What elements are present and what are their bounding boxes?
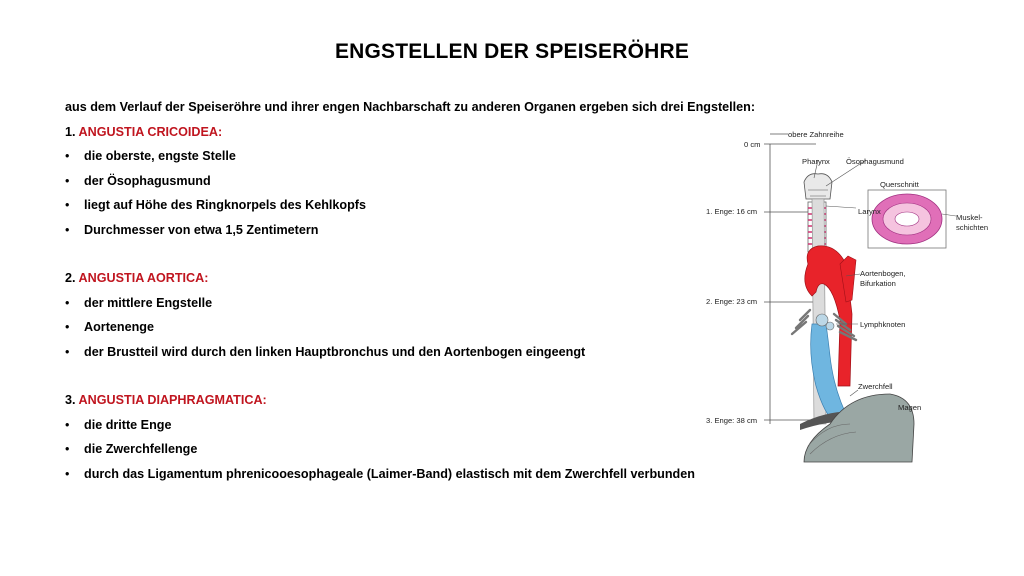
section-1-number: 1. bbox=[65, 124, 79, 139]
label-aortenbogen-2: Bifurkation bbox=[860, 279, 896, 288]
section-2-bullet: • Aortenenge bbox=[65, 318, 705, 343]
label-obere-zahnreihe: obere Zahnreihe bbox=[788, 130, 844, 139]
section-3-bullet: • durch das Ligamentum phrenicooesophageale (Laimer-Band) elastisch mit dem Zwerchfell verbunden bbox=[65, 465, 705, 490]
intro-text: aus dem Verlauf der Speiseröhre und ihrer engen Nachbarschaft zu anderen Organen ergeben sich drei Engstellen: bbox=[65, 100, 756, 114]
section-1-bullet: • der Ösophagusmund bbox=[65, 172, 705, 197]
label-magen: Magen bbox=[898, 403, 922, 412]
section-3-number: 3. bbox=[65, 393, 79, 407]
section-2-name: ANGUSTIA AORTICA: bbox=[78, 271, 209, 285]
slide-title: ENGSTELLEN DER SPEISERÖHRE bbox=[334, 40, 690, 63]
section-3-bullet: • die Zwerchfellenge bbox=[65, 440, 705, 465]
esophagus-anatomy-figure bbox=[700, 124, 1000, 464]
section-2-bullet: • der Brustteil wird durch den linken Hauptbronchus und den Aortenbogen eingeengt bbox=[65, 343, 705, 368]
label-enge-1: 1. Enge: 16 cm bbox=[706, 207, 758, 216]
label-lymphknoten: Lymphknoten bbox=[860, 320, 906, 329]
cross-section-lumen bbox=[895, 212, 919, 226]
label-enge-3: 3. Enge: 38 cm bbox=[706, 416, 758, 425]
label-enge-2: 2. Enge: 23 cm bbox=[706, 297, 758, 306]
label-0cm: 0 cm bbox=[744, 140, 761, 149]
label-aortenbogen-1: Aortenbogen, bbox=[860, 269, 906, 278]
section-1-bullet: • die oberste, engste Stelle bbox=[65, 147, 705, 172]
label-pharynx: Pharynx bbox=[802, 157, 830, 166]
section-2-number: 2. bbox=[65, 271, 79, 285]
section-1-name: ANGUSTIA CRICOIDEA: bbox=[78, 124, 223, 139]
section-3-bullet: • die dritte Enge bbox=[65, 416, 705, 441]
esophagus-diagram bbox=[700, 124, 1000, 464]
label-larynx: Larynx bbox=[858, 207, 881, 216]
section-2-bullet: • der mittlere Engstelle bbox=[65, 294, 705, 319]
section-1-bullet: • Durchmesser von etwa 1,5 Zentimetern bbox=[65, 221, 705, 246]
section-2-heading bbox=[65, 269, 705, 294]
lymph-node bbox=[826, 322, 834, 330]
section-1-bullet: • liegt auf Höhe des Ringknorpels des Kehlkopfs bbox=[65, 196, 705, 221]
label-zwerchfell: Zwerchfell bbox=[858, 382, 893, 391]
pharynx-shape bbox=[804, 174, 832, 199]
section-3-name: ANGUSTIA DIAPHRAGMATICA: bbox=[78, 393, 267, 407]
label-muskelschichten-1: Muskel- bbox=[956, 213, 983, 222]
label-querschnitt: Querschnitt bbox=[880, 180, 919, 189]
section-1-heading bbox=[65, 123, 705, 148]
section-3-heading bbox=[65, 391, 705, 416]
label-muskelschichten-2: schichten bbox=[956, 223, 989, 232]
label-oesophagusmund: Ösophagusmund bbox=[846, 157, 904, 166]
